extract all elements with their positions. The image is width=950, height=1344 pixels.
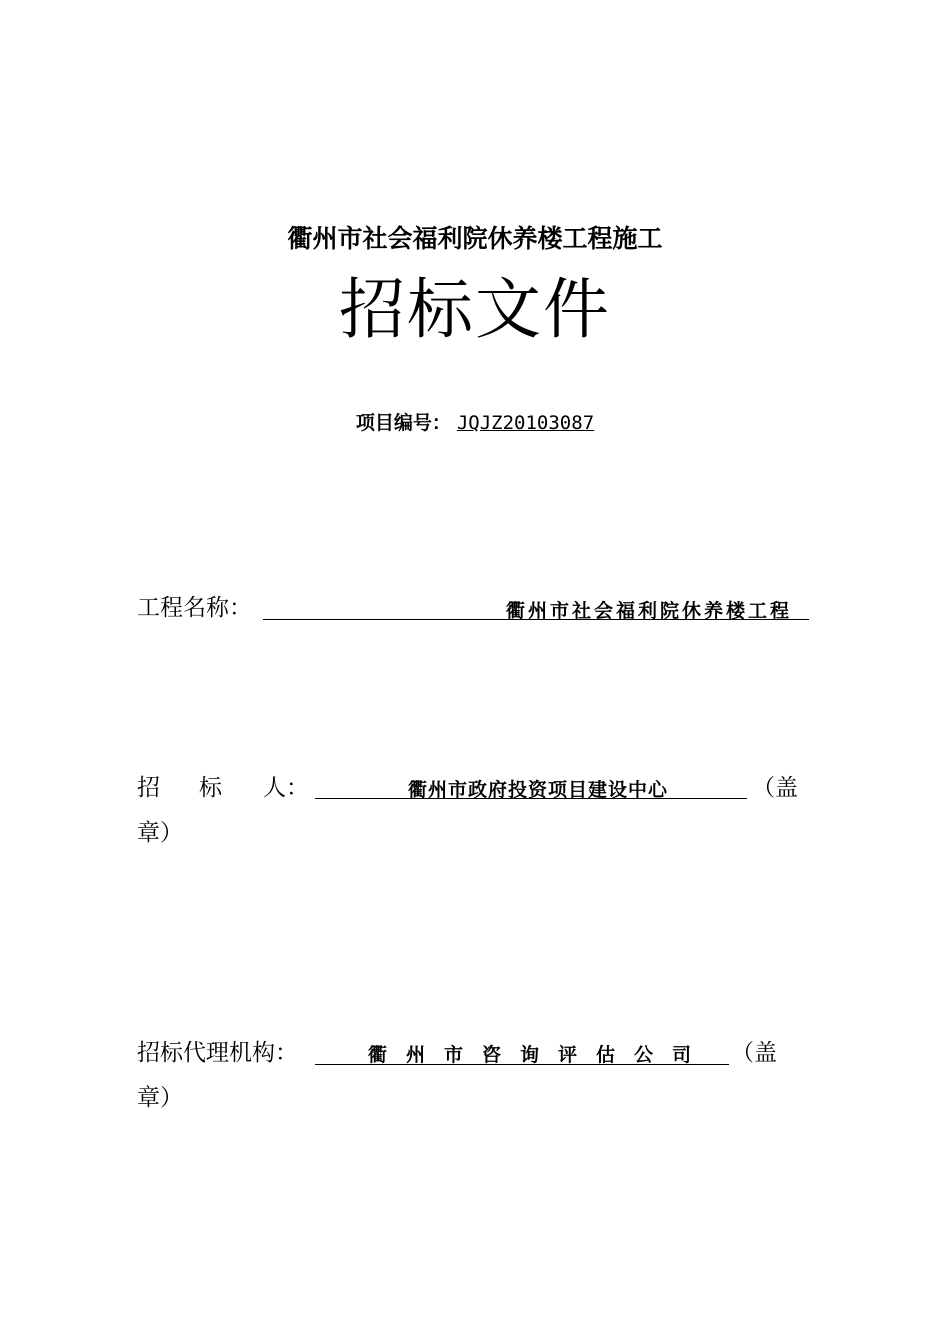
tenderer-stamp-open: （盖 — [752, 775, 798, 801]
agency-stamp-close: 章） — [137, 1085, 183, 1111]
document-subtitle: 衢州市社会福利院休养楼工程施工 — [287, 224, 663, 253]
project-number-row — [0, 409, 950, 437]
agency-stamp-open: （盖 — [731, 1040, 777, 1066]
tenderer-label-char-3: 人： — [263, 775, 309, 801]
agency-label: 招标代理机构： — [137, 1040, 298, 1066]
tenderer-value: 衢州市政府投资项目建设中心 — [408, 779, 669, 801]
tenderer-stamp-close: 章） — [137, 820, 183, 846]
project-number-value: JQJZ20103087 — [456, 412, 595, 434]
tenderer-label-char-1: 招 — [137, 775, 160, 801]
project-name-value: 衢州市社会福利院休养楼工程 — [506, 600, 793, 622]
agency-value: 衢州市咨询评估公司 — [368, 1044, 711, 1066]
project-name-label: 工程名称： — [137, 595, 252, 621]
document-title: 招标文件 — [339, 271, 611, 348]
tenderer-label-char-2: 标 — [199, 775, 222, 801]
project-number-label: 项目编号： — [355, 412, 451, 434]
